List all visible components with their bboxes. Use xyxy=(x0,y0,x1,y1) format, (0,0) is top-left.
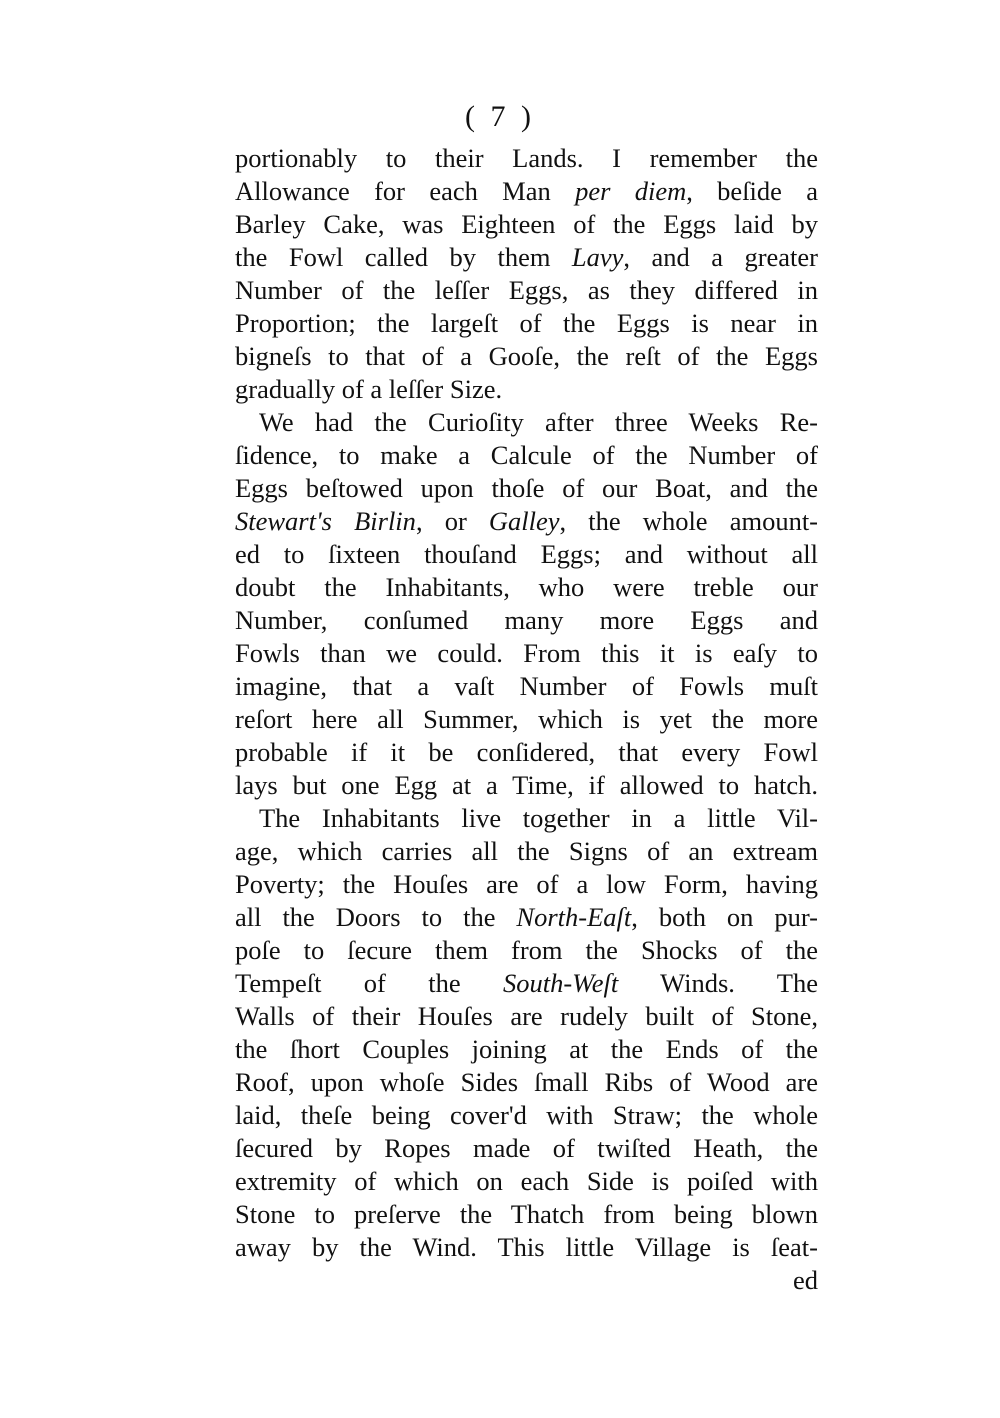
text-line xyxy=(235,670,818,703)
text-segment: Tempeſt of the xyxy=(235,968,503,998)
text-segment: The Inhabitants live together in a little Vil- xyxy=(259,803,818,833)
text-segment: the Fowl called by them xyxy=(235,242,572,272)
text-segment: extremity of which on each Side is poiſed with xyxy=(235,1166,818,1196)
text-segment: bigneſs to that of a Gooſe, the reſt of the Eggs xyxy=(235,341,818,371)
text-segment: age, which carries all the Signs of an extream xyxy=(235,836,818,866)
text-segment: Number of the leſſer Eggs, as they differed in xyxy=(235,275,818,305)
text-segment: probable if it be conſidered, that every Fowl xyxy=(235,737,818,767)
text-line xyxy=(235,1264,818,1297)
text-segment: doubt the Inhabitants, who were treble our xyxy=(235,572,818,602)
text-line xyxy=(235,1231,818,1264)
text-segment: imagine, that a vaſt Number of Fowls muſt xyxy=(235,671,818,701)
text-line xyxy=(235,1066,818,1099)
text-segment: ed to ſixteen thouſand Eggs; and without all xyxy=(235,539,818,569)
text-segment: , beſide a xyxy=(686,176,819,206)
text-line xyxy=(235,1000,818,1033)
text-segment: Stone to preſerve the Thatch from being blown xyxy=(235,1199,818,1229)
text-line xyxy=(235,835,818,868)
italic-text: South-Weſt xyxy=(502,968,619,998)
text-segment: Allowance for each Man xyxy=(235,176,576,206)
text-line xyxy=(235,340,818,373)
text-segment: Number, conſumed many more Eggs and xyxy=(235,605,818,635)
italic-text: per diem xyxy=(575,176,687,206)
text-segment: gradually of a leſſer Size. xyxy=(235,374,503,404)
text-segment: , both on pur- xyxy=(631,902,818,932)
italic-text: Lavy xyxy=(571,242,624,272)
text-line xyxy=(235,703,818,736)
text-line xyxy=(235,406,818,439)
text-line xyxy=(235,472,818,505)
text-line xyxy=(235,637,818,670)
text-segment: Winds. The xyxy=(618,968,818,998)
text-line xyxy=(235,208,818,241)
text-line xyxy=(235,736,818,769)
text-line xyxy=(235,901,818,934)
italic-text: Stewart's Birlin xyxy=(235,506,416,536)
text-line xyxy=(235,934,818,967)
text-line xyxy=(235,538,818,571)
text-segment: laid, theſe being cover'd with Straw; the whole xyxy=(235,1100,818,1130)
text-segment: Walls of their Houſes are rudely built of Stone, xyxy=(235,1001,818,1031)
text-segment: ed xyxy=(792,1265,818,1295)
text-segment: , the whole amount- xyxy=(559,506,819,536)
text-segment: We had the Curioſity after three Weeks Re- xyxy=(259,407,818,437)
text-line xyxy=(235,373,818,406)
text-line xyxy=(235,307,818,340)
text-segment: portionably to their Lands. I remember the xyxy=(235,143,818,173)
text-line xyxy=(235,1198,818,1231)
text-line xyxy=(235,769,818,802)
text-line xyxy=(235,439,818,472)
text-line xyxy=(235,142,818,175)
text-line xyxy=(235,274,818,307)
text-line xyxy=(235,241,818,274)
text-segment: ſidence, to make a Calcule of the Number of xyxy=(235,440,818,470)
text-segment: , or xyxy=(415,506,489,536)
text-line xyxy=(235,1033,818,1066)
italic-text: North-Eaſt xyxy=(516,902,632,932)
text-line xyxy=(235,967,818,1000)
text-line xyxy=(235,604,818,637)
text-segment: lays but one Egg at a Time, if allowed to hatch. xyxy=(235,770,818,800)
text-line xyxy=(235,868,818,901)
text-line xyxy=(235,175,818,208)
text-segment: away by the Wind. This little Village is ſeat- xyxy=(235,1232,818,1262)
text-segment: Proportion; the largeſt of the Eggs is near in xyxy=(235,308,818,338)
text-segment: the ſhort Couples joining at the Ends of the xyxy=(235,1034,818,1064)
text-segment: poſe to ſecure them from the Shocks of the xyxy=(235,935,818,965)
text-segment: all the Doors to the xyxy=(235,902,517,932)
text-line xyxy=(235,1132,818,1165)
text-segment: Eggs beſtowed upon thoſe of our Boat, and the xyxy=(235,473,818,503)
text-line xyxy=(235,802,818,835)
text-segment: Barley Cake, was Eighteen of the Eggs laid by xyxy=(235,209,818,239)
text-segment: Roof, upon whoſe Sides ſmall Ribs of Wood are xyxy=(235,1067,818,1097)
text-segment: , and a greater xyxy=(623,242,818,272)
text-line xyxy=(235,571,818,604)
page-number: ( 7 ) xyxy=(465,100,535,133)
text-segment: Fowls than we could. From this it is eaſy to xyxy=(235,638,818,668)
text-line xyxy=(235,1099,818,1132)
text-line xyxy=(235,1165,818,1198)
italic-text: Galley xyxy=(488,506,560,536)
text-segment: Poverty; the Houſes are of a low Form, having xyxy=(235,869,818,899)
body-text xyxy=(235,142,818,1297)
text-segment: reſort here all Summer, which is yet the more xyxy=(235,704,818,734)
text-line xyxy=(235,505,818,538)
text-segment: ſecured by Ropes made of twiſted Heath, the xyxy=(235,1133,818,1163)
